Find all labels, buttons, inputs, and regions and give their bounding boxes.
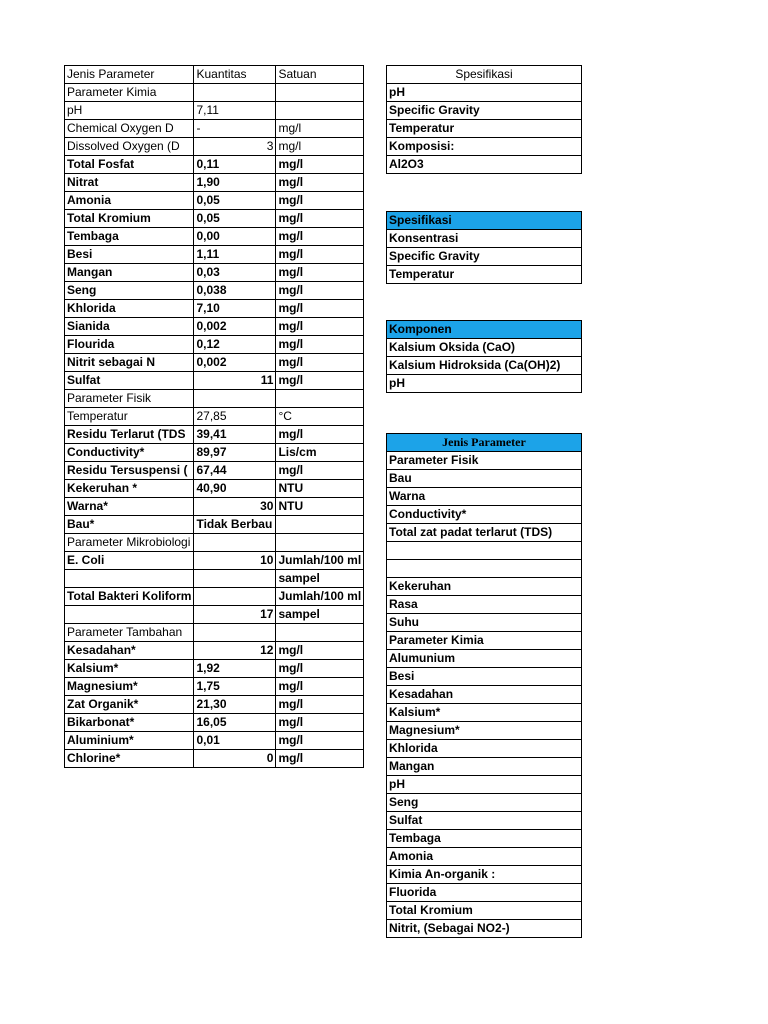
list-cell: Bau <box>387 470 582 488</box>
unit-cell: mg/l <box>276 318 364 336</box>
parameter-cell: Kalsium* <box>65 660 194 678</box>
quantity-cell: 0,038 <box>194 282 276 300</box>
quantity-cell: 1,92 <box>194 660 276 678</box>
unit-cell <box>276 84 364 102</box>
unit-cell: sampel <box>276 606 364 624</box>
table-row <box>387 614 582 632</box>
list-cell: Conductivity* <box>387 506 582 524</box>
table-row <box>65 606 364 624</box>
quantity-cell: 3 <box>194 138 276 156</box>
unit-cell: mg/l <box>276 660 364 678</box>
list-cell: Konsentrasi <box>387 230 582 248</box>
parameter-cell: Chlorine* <box>65 750 194 768</box>
table-row <box>65 372 364 390</box>
list-cell: Magnesium* <box>387 722 582 740</box>
table-row <box>65 246 364 264</box>
quantity-cell: 0,05 <box>194 210 276 228</box>
table-row <box>65 660 364 678</box>
table-row <box>65 462 364 480</box>
parameter-cell: Khlorida <box>65 300 194 318</box>
list-cell: Total Kromium <box>387 902 582 920</box>
unit-cell: mg/l <box>276 228 364 246</box>
unit-cell: mg/l <box>276 210 364 228</box>
table-row <box>387 776 582 794</box>
parameter-header: Jenis Parameter <box>387 434 582 452</box>
quantity-cell: 0,002 <box>194 318 276 336</box>
table-row <box>387 266 582 284</box>
table-row <box>65 354 364 372</box>
unit-cell: mg/l <box>276 354 364 372</box>
table-row <box>387 230 582 248</box>
quantity-cell: 0,12 <box>194 336 276 354</box>
quantity-cell: Tidak Berbau <box>194 516 276 534</box>
unit-cell: mg/l <box>276 714 364 732</box>
table-header-row <box>387 212 582 230</box>
unit-cell: mg/l <box>276 372 364 390</box>
spec-table-2 <box>386 211 582 284</box>
quantity-cell: 27,85 <box>194 408 276 426</box>
quantity-cell: 30 <box>194 498 276 516</box>
quantity-cell: 0,05 <box>194 192 276 210</box>
list-cell: Specific Gravity <box>387 248 582 266</box>
table-row <box>387 470 582 488</box>
table-row <box>387 740 582 758</box>
unit-cell: NTU <box>276 498 364 516</box>
table-row <box>387 902 582 920</box>
parameter-cell: Mangan <box>65 264 194 282</box>
parameter-cell: Amonia <box>65 192 194 210</box>
table-row <box>65 426 364 444</box>
table-row <box>65 696 364 714</box>
quantity-cell: 1,75 <box>194 678 276 696</box>
quantity-cell: 89,97 <box>194 444 276 462</box>
table-row <box>65 624 364 642</box>
unit-cell: mg/l <box>276 642 364 660</box>
parameter-cell: Nitrit sebagai N <box>65 354 194 372</box>
unit-cell: mg/l <box>276 282 364 300</box>
table-row <box>387 596 582 614</box>
table-row <box>65 174 364 192</box>
table-row <box>387 830 582 848</box>
list-cell: pH <box>387 375 582 393</box>
parameter-cell: Total Fosfat <box>65 156 194 174</box>
unit-cell: mg/l <box>276 462 364 480</box>
unit-cell: Lis/cm <box>276 444 364 462</box>
table-row <box>65 750 364 768</box>
table-row <box>65 714 364 732</box>
parameter-cell: Residu Terlarut (TDS <box>65 426 194 444</box>
parameter-cell: Zat Organik* <box>65 696 194 714</box>
table-row <box>387 156 582 174</box>
table-row <box>65 480 364 498</box>
table-row <box>387 506 582 524</box>
table-row <box>387 668 582 686</box>
table-row <box>65 642 364 660</box>
table-row <box>387 704 582 722</box>
unit-cell: mg/l <box>276 246 364 264</box>
component-table <box>386 320 582 393</box>
list-cell: Al2O3 <box>387 156 582 174</box>
parameter-cell: Sulfat <box>65 372 194 390</box>
table-row <box>387 138 582 156</box>
list-cell: Parameter Kimia <box>387 632 582 650</box>
table-row <box>65 120 364 138</box>
spec-table-1 <box>386 65 582 174</box>
quantity-cell: 0,03 <box>194 264 276 282</box>
table-row <box>65 228 364 246</box>
table-row <box>65 678 364 696</box>
parameter-cell: Parameter Mikrobiologi <box>65 534 194 552</box>
table-row <box>65 156 364 174</box>
list-cell: Kalsium Oksida (CaO) <box>387 339 582 357</box>
list-cell: Temperatur <box>387 120 582 138</box>
quantity-cell: 0,01 <box>194 732 276 750</box>
list-cell: Fluorida <box>387 884 582 902</box>
unit-cell: mg/l <box>276 156 364 174</box>
list-cell: Kekeruhan <box>387 578 582 596</box>
list-cell: Besi <box>387 668 582 686</box>
parameter-cell: Nitrat <box>65 174 194 192</box>
quantity-cell: 7,10 <box>194 300 276 318</box>
quantity-cell: 0 <box>194 750 276 768</box>
quantity-cell: 10 <box>194 552 276 570</box>
list-cell <box>387 542 582 560</box>
table-header-row <box>65 66 364 84</box>
table-row <box>65 444 364 462</box>
unit-cell <box>276 390 364 408</box>
table-row <box>387 524 582 542</box>
parameter-cell <box>65 570 194 588</box>
parameter-cell: Parameter Kimia <box>65 84 194 102</box>
list-cell: Nitrit, (Sebagai NO2-) <box>387 920 582 938</box>
table-row <box>65 408 364 426</box>
unit-cell: mg/l <box>276 192 364 210</box>
table-row <box>65 570 364 588</box>
table-row <box>65 552 364 570</box>
table-row <box>65 264 364 282</box>
table-row <box>387 578 582 596</box>
parameter-cell: Total Kromium <box>65 210 194 228</box>
table-row <box>387 686 582 704</box>
table-row <box>65 282 364 300</box>
parameter-cell: Parameter Fisik <box>65 390 194 408</box>
unit-cell: mg/l <box>276 174 364 192</box>
table-header-row <box>387 66 582 84</box>
list-cell: Parameter Fisik <box>387 452 582 470</box>
table-row <box>387 452 582 470</box>
quantity-cell: 16,05 <box>194 714 276 732</box>
list-cell: Temperatur <box>387 266 582 284</box>
list-cell: pH <box>387 84 582 102</box>
list-cell: Alumunium <box>387 650 582 668</box>
unit-cell: mg/l <box>276 300 364 318</box>
list-cell: Suhu <box>387 614 582 632</box>
table-row <box>65 588 364 606</box>
table-header-row <box>387 321 582 339</box>
table-row <box>387 866 582 884</box>
quantity-cell <box>194 84 276 102</box>
unit-cell: sampel <box>276 570 364 588</box>
parameter-cell: Temperatur <box>65 408 194 426</box>
table-row <box>65 138 364 156</box>
parameter-cell: Total Bakteri Koliform <box>65 588 194 606</box>
component-header: Komponen <box>387 321 582 339</box>
unit-cell: mg/l <box>276 336 364 354</box>
unit-cell <box>276 534 364 552</box>
parameter-cell <box>65 606 194 624</box>
list-cell: Kimia An-organik : <box>387 866 582 884</box>
list-cell: pH <box>387 776 582 794</box>
unit-cell: mg/l <box>276 732 364 750</box>
parameter-cell: Warna* <box>65 498 194 516</box>
table-row <box>387 542 582 560</box>
quantity-cell: 17 <box>194 606 276 624</box>
column-header-unit: Satuan <box>276 66 364 84</box>
table-row <box>65 534 364 552</box>
quantity-cell: 1,11 <box>194 246 276 264</box>
parameter-cell: Tembaga <box>65 228 194 246</box>
table-row <box>65 732 364 750</box>
table-row <box>65 210 364 228</box>
quantity-cell <box>194 588 276 606</box>
quantity-cell <box>194 534 276 552</box>
unit-cell: mg/l <box>276 750 364 768</box>
list-cell: Seng <box>387 794 582 812</box>
table-row <box>387 488 582 506</box>
parameter-table <box>386 433 582 938</box>
table-row <box>65 192 364 210</box>
list-cell: Tembaga <box>387 830 582 848</box>
table-row <box>387 120 582 138</box>
unit-cell: Jumlah/100 ml <box>276 588 364 606</box>
column-header-parameter: Jenis Parameter <box>65 66 194 84</box>
quantity-cell: 11 <box>194 372 276 390</box>
table-row <box>387 375 582 393</box>
table-row <box>387 102 582 120</box>
table-row <box>387 650 582 668</box>
quantity-cell: 21,30 <box>194 696 276 714</box>
parameter-cell: Conductivity* <box>65 444 194 462</box>
unit-cell: NTU <box>276 480 364 498</box>
unit-cell: Jumlah/100 ml <box>276 552 364 570</box>
parameter-cell: Kesadahan* <box>65 642 194 660</box>
table-row <box>387 722 582 740</box>
quantity-cell: 0,002 <box>194 354 276 372</box>
table-row <box>65 84 364 102</box>
list-cell: Total zat padat terlarut (TDS) <box>387 524 582 542</box>
parameter-cell: E. Coli <box>65 552 194 570</box>
unit-cell: mg/l <box>276 678 364 696</box>
list-cell: Warna <box>387 488 582 506</box>
table-row <box>387 920 582 938</box>
spec-header: Spesifikasi <box>387 212 582 230</box>
quantity-cell: - <box>194 120 276 138</box>
table-row <box>387 794 582 812</box>
quantity-cell: 40,90 <box>194 480 276 498</box>
table-row <box>387 357 582 375</box>
table-row <box>387 339 582 357</box>
parameter-cell: pH <box>65 102 194 120</box>
unit-cell <box>276 624 364 642</box>
list-cell: Kalsium* <box>387 704 582 722</box>
table-row <box>65 336 364 354</box>
parameter-cell: Magnesium* <box>65 678 194 696</box>
parameter-cell: Aluminium* <box>65 732 194 750</box>
list-cell: Specific Gravity <box>387 102 582 120</box>
parameter-cell: Bikarbonat* <box>65 714 194 732</box>
parameter-cell: Chemical Oxygen D <box>65 120 194 138</box>
unit-cell: mg/l <box>276 120 364 138</box>
quantity-cell: 0,11 <box>194 156 276 174</box>
table-row <box>387 848 582 866</box>
table-row <box>65 390 364 408</box>
list-cell: Komposisi: <box>387 138 582 156</box>
list-cell: Mangan <box>387 758 582 776</box>
table-header-row <box>387 434 582 452</box>
table-row <box>65 318 364 336</box>
parameter-cell: Dissolved Oxygen (D <box>65 138 194 156</box>
table-row <box>387 248 582 266</box>
list-cell: Rasa <box>387 596 582 614</box>
quantity-cell: 1,90 <box>194 174 276 192</box>
quantity-cell: 12 <box>194 642 276 660</box>
table-row <box>65 516 364 534</box>
table-row <box>387 884 582 902</box>
list-cell: Kalsium Hidroksida (Ca(OH)2) <box>387 357 582 375</box>
parameter-cell: Flourida <box>65 336 194 354</box>
parameter-cell: Bau* <box>65 516 194 534</box>
table-row <box>387 632 582 650</box>
unit-cell: mg/l <box>276 426 364 444</box>
unit-cell: mg/l <box>276 264 364 282</box>
list-cell: Sulfat <box>387 812 582 830</box>
column-header-quantity: Kuantitas <box>194 66 276 84</box>
table-row <box>387 84 582 102</box>
unit-cell: mg/l <box>276 138 364 156</box>
water-quality-table <box>64 65 364 768</box>
quantity-cell: 7,11 <box>194 102 276 120</box>
quantity-cell: 0,00 <box>194 228 276 246</box>
parameter-cell: Besi <box>65 246 194 264</box>
table-row <box>387 812 582 830</box>
parameter-cell: Residu Tersuspensi ( <box>65 462 194 480</box>
parameter-cell: Kekeruhan * <box>65 480 194 498</box>
table-row <box>65 300 364 318</box>
list-cell: Amonia <box>387 848 582 866</box>
quantity-cell <box>194 390 276 408</box>
parameter-cell: Sianida <box>65 318 194 336</box>
parameter-cell: Seng <box>65 282 194 300</box>
quantity-cell: 67,44 <box>194 462 276 480</box>
table-row <box>65 498 364 516</box>
table-row <box>387 560 582 578</box>
unit-cell <box>276 102 364 120</box>
unit-cell <box>276 516 364 534</box>
spec-header: Spesifikasi <box>387 66 582 84</box>
quantity-cell <box>194 624 276 642</box>
list-cell: Khlorida <box>387 740 582 758</box>
unit-cell: mg/l <box>276 696 364 714</box>
quantity-cell: 39,41 <box>194 426 276 444</box>
parameter-cell: Parameter Tambahan <box>65 624 194 642</box>
unit-cell: °C <box>276 408 364 426</box>
list-cell: Kesadahan <box>387 686 582 704</box>
list-cell <box>387 560 582 578</box>
table-row <box>387 758 582 776</box>
table-row <box>65 102 364 120</box>
quantity-cell <box>194 570 276 588</box>
